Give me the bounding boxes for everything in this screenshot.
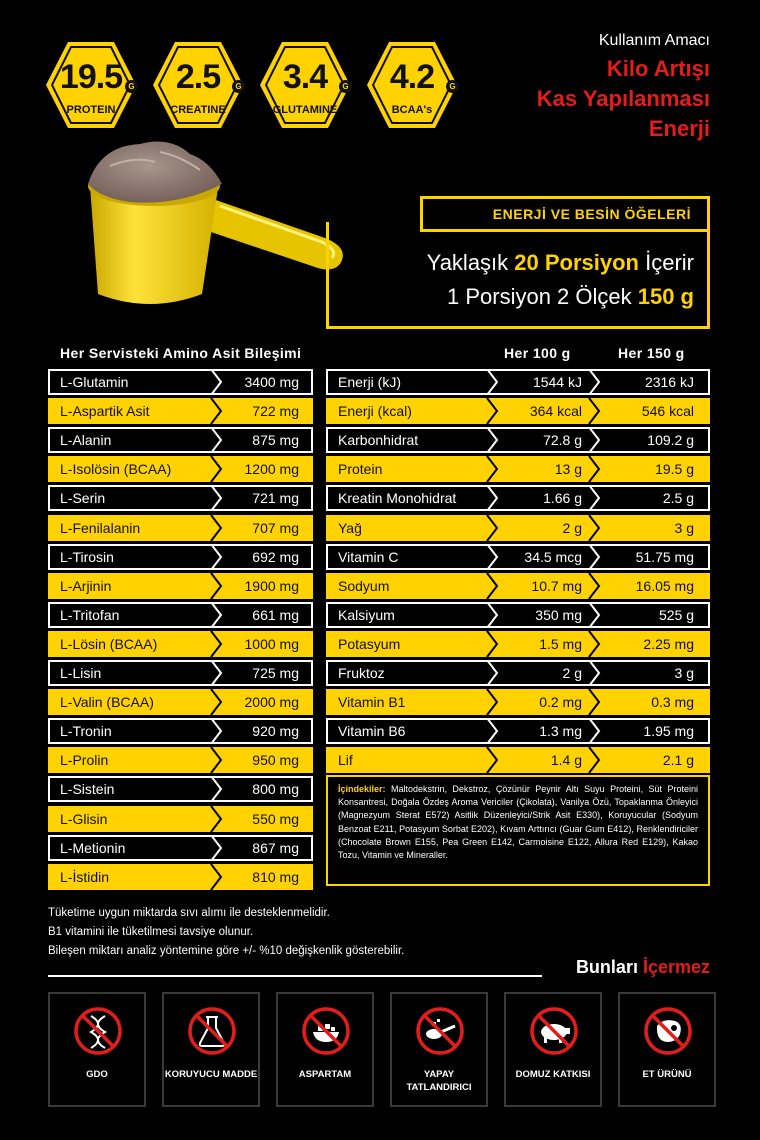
free-from-label: KORUYUCU MADDE <box>164 1069 258 1080</box>
usage-purpose <box>537 32 710 144</box>
nutrient-value-150g: 2.5 g <box>662 490 694 507</box>
nutrient-name: Potasyum <box>338 635 401 652</box>
row-chevron-divider <box>486 456 500 482</box>
amino-name: L-Tritofan <box>60 606 120 623</box>
free-from-sweetener <box>390 992 488 1107</box>
row-chevron-divider <box>486 398 500 424</box>
amino-value: 722 mg <box>252 403 299 420</box>
nutrient-badges <box>44 40 459 130</box>
badge-unit: G <box>446 80 459 93</box>
amino-row <box>48 456 313 482</box>
free-from-label: YAPAY TATLANDIRICI <box>406 1069 472 1093</box>
usage-title: Kullanım Amacı <box>598 32 710 49</box>
nutrient-value-100g: 13 g <box>554 461 582 478</box>
nutrient-value-150g: 3 g <box>674 519 694 536</box>
free-from-title-red: İçermez <box>642 957 710 977</box>
nutrient-value-100g: 350 mg <box>535 606 582 623</box>
nutrient-value-150g: 2.25 mg <box>643 635 694 652</box>
amino-row <box>48 747 313 773</box>
free-from-title <box>576 957 710 978</box>
steak-icon <box>643 1006 693 1056</box>
nutrient-value-150g: 109.2 g <box>647 432 694 449</box>
nutrition-row <box>326 660 710 686</box>
ingredients-text: Maltodekstrin, Dekstroz, Çözünür Peynir Altı Suyu Proteini, Süt Proteini Konsantresi, Doğala Özdeş Aroma Vericiler (Çikolata), Vanilya Özü, Topaklanma Önleyici (Magnezyum Sterat E572) Asitlik Düzenleyici/Strik Asit E330), Koruyucular (Sodyum Benzoat E211, Potasyum Sorbat E202), Kıvam Arttırıcı (Guar Gum E412), Renklendiriciler (Chocolate Brown E155, Pea Green E142, Carmoisine E122, Allura Red E129), Kakao Tozu, Vitamin ve Mineraller. <box>338 784 698 861</box>
amino-name: L-Arjinin <box>60 577 112 594</box>
row-chevron-divider <box>588 689 602 715</box>
free-from-label: ET ÜRÜNÜ <box>642 1069 692 1080</box>
amino-name: L-Valin (BCAA) <box>60 694 154 711</box>
row-chevron-divider <box>588 747 602 773</box>
amino-row <box>48 776 313 802</box>
row-chevron-divider <box>588 573 602 599</box>
flask-icon <box>187 1006 237 1056</box>
row-chevron-divider <box>486 689 500 715</box>
row-chevron-divider <box>210 398 224 424</box>
row-chevron-divider <box>210 427 224 453</box>
nutrient-value-150g: 3 g <box>674 665 694 681</box>
ingredients-label: İçindekiler: <box>338 784 386 794</box>
nutrition-row <box>326 602 710 628</box>
amino-value: 875 mg <box>252 432 299 449</box>
nutrition-row <box>326 747 710 773</box>
nutrient-value-150g: 16.05 mg <box>635 577 694 594</box>
nutrition-row <box>326 485 710 511</box>
usage-item: Kas Yapılanması <box>536 86 710 111</box>
amino-value: 950 mg <box>252 752 299 769</box>
nutrition-row <box>326 456 710 482</box>
nutrient-value-100g: 1.4 g <box>550 752 582 769</box>
amino-row <box>48 544 313 570</box>
amino-value: 2000 mg <box>244 694 299 711</box>
amino-row <box>48 806 313 832</box>
note-line: Tüketime uygun miktarda sıvı alımı ile desteklenmelidir. <box>48 907 330 919</box>
badge-unit: G <box>125 80 138 93</box>
amino-row <box>48 602 313 628</box>
row-chevron-divider <box>588 602 602 628</box>
nutrient-value-150g: 2316 kJ <box>644 374 694 390</box>
nutrition-col1-header: Her 100 g <box>504 345 571 361</box>
badge-value: 4.2 <box>389 58 435 96</box>
portion-pre: 1 Porsiyon 2 Ölçek <box>446 284 638 309</box>
amino-name: L-Lösin (BCAA) <box>60 635 158 652</box>
amino-row <box>48 689 313 715</box>
nutrient-name: Vitamin B1 <box>338 694 406 711</box>
nutrient-value-100g: 1.66 g <box>543 490 582 507</box>
nutrition-row <box>326 398 710 424</box>
free-from-gdo <box>48 992 146 1107</box>
nutrient-name: Kalsiyum <box>338 606 395 623</box>
nutrient-name: Enerji (kJ) <box>338 374 402 390</box>
row-chevron-divider <box>588 718 602 744</box>
usage-notes <box>48 904 404 961</box>
badge-unit: G <box>232 80 245 93</box>
scoop-image <box>60 126 360 331</box>
usage-item: Enerji <box>648 116 710 141</box>
amino-row <box>48 485 313 511</box>
free-from-pork <box>504 992 602 1107</box>
sugar-bowl-icon <box>301 1006 351 1056</box>
free-from-list <box>48 992 716 1107</box>
free-from-label: ASPARTAM <box>298 1069 352 1080</box>
nutrition-row <box>326 718 710 744</box>
nutrition-row <box>326 427 710 453</box>
amino-value: 692 mg <box>252 548 299 565</box>
amino-row <box>48 515 313 541</box>
amino-row <box>48 631 313 657</box>
nutrient-value-100g: 1.5 mg <box>539 635 582 652</box>
nutrient-value-150g: 2.1 g <box>662 752 694 769</box>
badge-label: PROTEIN <box>66 104 116 116</box>
spoon-icon <box>415 1006 465 1056</box>
nutrient-value-150g: 19.5 g <box>655 461 694 478</box>
row-chevron-divider <box>210 369 224 395</box>
servings-count: 20 Porsiyon <box>514 250 639 275</box>
nutrition-col2-header: Her 150 g <box>618 345 685 361</box>
badge-label: BCAA's <box>391 104 433 116</box>
amino-name: L-Alanin <box>60 432 112 449</box>
note-line: Bileşen miktarı analiz yöntemine göre +/- %10 değişkenlik gösterebilir. <box>48 945 405 957</box>
row-chevron-divider <box>210 602 224 628</box>
row-chevron-divider <box>486 427 500 453</box>
row-chevron-divider <box>486 369 500 395</box>
nutrient-name: Kreatin Monohidrat <box>338 490 457 507</box>
amino-name: L-Prolin <box>60 752 109 769</box>
badge-protein <box>44 40 138 130</box>
nutrient-value-100g: 1.3 mg <box>539 723 582 740</box>
row-chevron-divider <box>588 485 602 511</box>
row-chevron-divider <box>210 660 224 686</box>
row-chevron-divider <box>486 573 500 599</box>
badge-label: CREATINE <box>170 104 226 116</box>
row-chevron-divider <box>588 544 602 570</box>
row-chevron-divider <box>588 398 602 424</box>
amino-value: 800 mg <box>252 781 299 798</box>
nutrient-name: Sodyum <box>338 577 390 594</box>
amino-name: L-Sistein <box>60 781 115 798</box>
amino-value: 920 mg <box>252 723 299 740</box>
amino-row <box>48 398 313 424</box>
amino-table-header: Her Servisteki Amino Asit Bileşimi <box>60 345 302 361</box>
row-chevron-divider <box>588 631 602 657</box>
row-chevron-divider <box>210 573 224 599</box>
servings-line <box>427 250 694 276</box>
nutrient-name: Vitamin C <box>338 548 399 565</box>
nutrient-name: Enerji (kcal) <box>338 403 412 420</box>
free-from-preservative <box>162 992 260 1107</box>
amino-name: L-Tronin <box>60 723 112 740</box>
nutrition-row <box>326 515 710 541</box>
nutrient-name: Lif <box>338 752 353 769</box>
nutrient-value-100g: 364 kcal <box>529 403 582 420</box>
nutrient-name: Protein <box>338 461 383 478</box>
nutrient-value-150g: 1.95 mg <box>643 723 694 740</box>
amino-name: L-Lisin <box>60 665 102 681</box>
nutrient-value-150g: 51.75 mg <box>635 548 694 565</box>
ingredients-box <box>326 775 710 886</box>
amino-value: 3400 mg <box>244 374 299 390</box>
row-chevron-divider <box>588 660 602 686</box>
nutrient-value-100g: 0.2 mg <box>539 694 582 711</box>
amino-name: L-Aspartik Asit <box>60 403 150 420</box>
amino-name: L-İstidin <box>60 868 110 885</box>
nutrient-name: Vitamin B6 <box>338 723 406 740</box>
row-chevron-divider <box>486 631 500 657</box>
row-chevron-divider <box>210 718 224 744</box>
nutrient-name: Fruktoz <box>338 665 385 681</box>
row-chevron-divider <box>210 544 224 570</box>
nutrition-row <box>326 573 710 599</box>
nutrient-value-100g: 2 g <box>562 519 582 536</box>
row-chevron-divider <box>486 515 500 541</box>
usage-item: Kilo Artışı <box>606 56 710 81</box>
servings-post: İçerir <box>639 250 694 275</box>
badge-value: 2.5 <box>175 58 221 96</box>
badge-creatine <box>151 40 245 130</box>
amino-row <box>48 660 313 686</box>
servings-pre: Yaklaşık <box>426 250 515 275</box>
amino-value: 550 mg <box>252 810 299 827</box>
nutrient-value-100g: 72.8 g <box>543 432 582 449</box>
row-chevron-divider <box>486 718 500 744</box>
nutrition-row <box>326 369 710 395</box>
portion-weight: 150 g <box>637 284 694 309</box>
dna-icon <box>73 1006 123 1056</box>
nutrition-row <box>326 544 710 570</box>
free-from-label: DOMUZ KATKISI <box>515 1069 591 1080</box>
row-chevron-divider <box>210 806 224 832</box>
badge-glutamine <box>258 40 352 130</box>
amino-row <box>48 427 313 453</box>
badge-value: 19.5 <box>59 58 123 96</box>
amino-value: 1000 mg <box>244 635 299 652</box>
nutrition-row <box>326 631 710 657</box>
nutrient-value-100g: 10.7 mg <box>531 577 582 594</box>
amino-name: L-Fenilalanin <box>60 519 141 536</box>
note-line: B1 vitamini ile tüketilmesi tavsiye olunur. <box>48 926 254 938</box>
amino-value: 721 mg <box>252 490 299 507</box>
row-chevron-divider <box>210 776 224 802</box>
row-chevron-divider <box>486 485 500 511</box>
row-chevron-divider <box>210 689 224 715</box>
nutrient-value-150g: 546 kcal <box>641 403 694 420</box>
amino-row <box>48 369 313 395</box>
amino-value: 725 mg <box>252 665 299 681</box>
amino-value: 661 mg <box>252 606 299 623</box>
amino-value: 810 mg <box>252 868 299 885</box>
row-chevron-divider <box>588 456 602 482</box>
nutrient-value-150g: 0.3 mg <box>651 694 694 711</box>
amino-value: 707 mg <box>252 519 299 536</box>
row-chevron-divider <box>210 864 224 890</box>
free-from-title-white: Bunları <box>575 957 643 977</box>
amino-row <box>48 864 313 890</box>
row-chevron-divider <box>210 747 224 773</box>
amino-value: 1900 mg <box>244 577 299 594</box>
row-chevron-divider <box>210 835 224 861</box>
nutrient-name: Yağ <box>338 519 362 536</box>
badge-bcaa <box>365 40 459 130</box>
nutrient-name: Karbonhidrat <box>338 432 419 449</box>
amino-name: L-Serin <box>60 490 106 507</box>
badge-label: GLUTAMINE <box>272 104 338 116</box>
free-from-label: GDO <box>86 1069 108 1080</box>
row-chevron-divider <box>588 369 602 395</box>
amino-row <box>48 718 313 744</box>
amino-row <box>48 835 313 861</box>
amino-name: L-Isolösin (BCAA) <box>60 461 172 478</box>
nutrient-value-100g: 34.5 mcg <box>524 548 582 565</box>
amino-name: L-Tirosin <box>60 548 114 565</box>
amino-name: L-Glisin <box>60 810 108 827</box>
row-chevron-divider <box>210 485 224 511</box>
amino-name: L-Metionin <box>60 839 126 856</box>
badge-value: 3.4 <box>282 58 328 96</box>
row-chevron-divider <box>210 515 224 541</box>
nutrient-value-100g: 1544 kJ <box>532 374 582 390</box>
row-chevron-divider <box>588 515 602 541</box>
pig-icon <box>529 1006 579 1056</box>
free-from-meat <box>618 992 716 1107</box>
nutrient-value-100g: 2 g <box>562 665 582 681</box>
serving-info-title: ENERJİ VE BESİN ÖĞELERİ <box>492 206 691 222</box>
amino-name: L-Glutamin <box>60 374 129 390</box>
amino-row <box>48 573 313 599</box>
serving-info-title-box <box>420 196 710 232</box>
row-chevron-divider <box>486 544 500 570</box>
amino-value: 867 mg <box>252 839 299 856</box>
row-chevron-divider <box>486 660 500 686</box>
divider <box>48 975 542 977</box>
nutrition-row <box>326 689 710 715</box>
portion-line <box>447 284 694 310</box>
row-chevron-divider <box>210 631 224 657</box>
row-chevron-divider <box>486 747 500 773</box>
badge-unit: G <box>339 80 352 93</box>
amino-value: 1200 mg <box>244 461 299 478</box>
row-chevron-divider <box>486 602 500 628</box>
free-from-aspartame <box>276 992 374 1107</box>
row-chevron-divider <box>588 427 602 453</box>
nutrient-value-150g: 525 g <box>658 606 694 623</box>
row-chevron-divider <box>210 456 224 482</box>
